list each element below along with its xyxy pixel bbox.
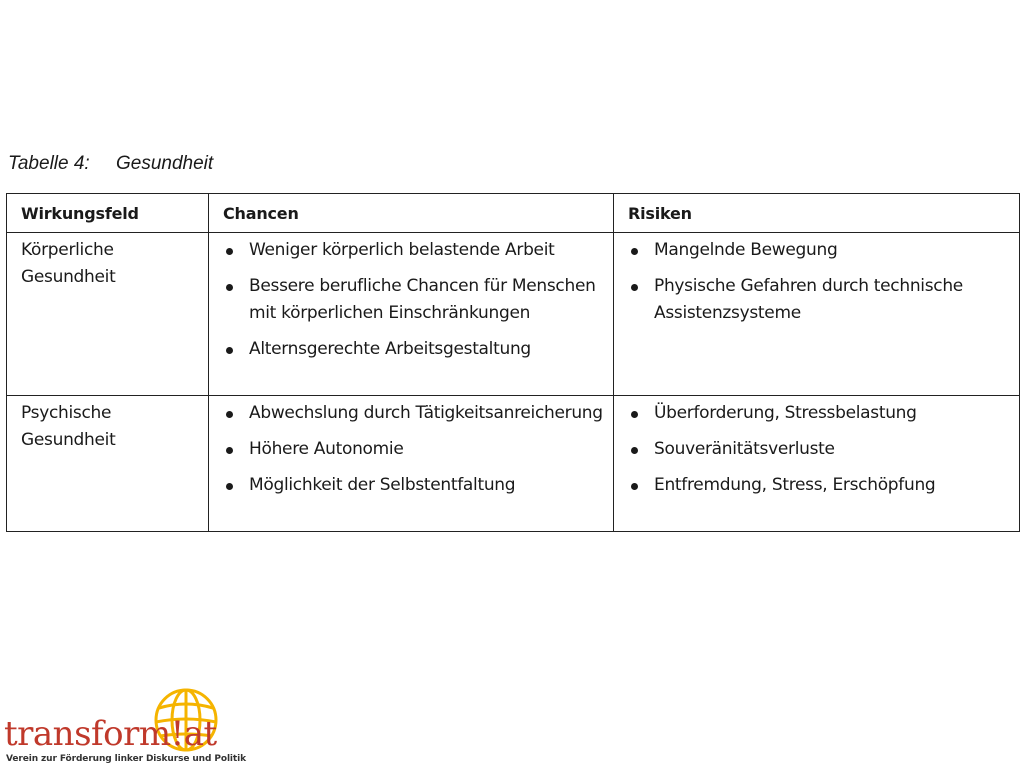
risiken-list — [614, 233, 1019, 333]
field-cell — [7, 396, 209, 532]
list-item: Bessere berufliche Chancen für Menschen mit körperlichen Einschränkungen — [223, 273, 613, 327]
list-item: Überforderung, Stressbelastung — [628, 400, 1019, 427]
table-caption-title: Gesundheit — [116, 153, 214, 174]
risiken-cell — [614, 233, 1020, 396]
transform-logo — [4, 686, 246, 768]
logo-tagline: Verein zur Förderung linker Diskurse und Politik — [6, 754, 246, 764]
header-wirkungsfeld: Wirkungsfeld — [7, 194, 209, 233]
list-item: Höhere Autonomie — [223, 436, 613, 463]
list-item: Alternsgerechte Arbeitsgestaltung — [223, 336, 613, 363]
list-item: Mangelnde Bewegung — [628, 237, 1019, 264]
chancen-list — [209, 233, 613, 369]
field-label-line: Gesundheit — [21, 267, 116, 287]
field-cell — [7, 233, 209, 396]
list-item: Entfremdung, Stress, Erschöpfung — [628, 472, 1019, 499]
field-label-line: Gesundheit — [21, 430, 116, 450]
logo-wordmark: transform!at — [4, 714, 217, 754]
chancen-cell — [209, 396, 614, 532]
risiken-cell — [614, 396, 1020, 532]
table-caption — [8, 153, 213, 175]
risiken-list — [614, 396, 1019, 505]
table-caption-label: Tabelle 4: — [8, 153, 90, 174]
chancen-cell — [209, 233, 614, 396]
table-header-row — [7, 194, 1020, 233]
list-item: Souveränitätsverluste — [628, 436, 1019, 463]
list-item: Physische Gefahren durch technische Assistenzsysteme — [628, 273, 1019, 327]
table-row — [7, 233, 1020, 396]
field-label-line: Psychische — [21, 403, 112, 423]
list-item: Abwechslung durch Tätigkeitsanreicherung — [223, 400, 613, 427]
list-item: Weniger körperlich belastende Arbeit — [223, 237, 613, 264]
health-table — [6, 193, 1020, 532]
chancen-list — [209, 396, 613, 505]
list-item: Möglichkeit der Selbstentfaltung — [223, 472, 613, 499]
header-chancen: Chancen — [209, 194, 614, 233]
header-risiken: Risiken — [614, 194, 1020, 233]
table-row — [7, 396, 1020, 532]
field-label-line: Körperliche — [21, 240, 114, 260]
